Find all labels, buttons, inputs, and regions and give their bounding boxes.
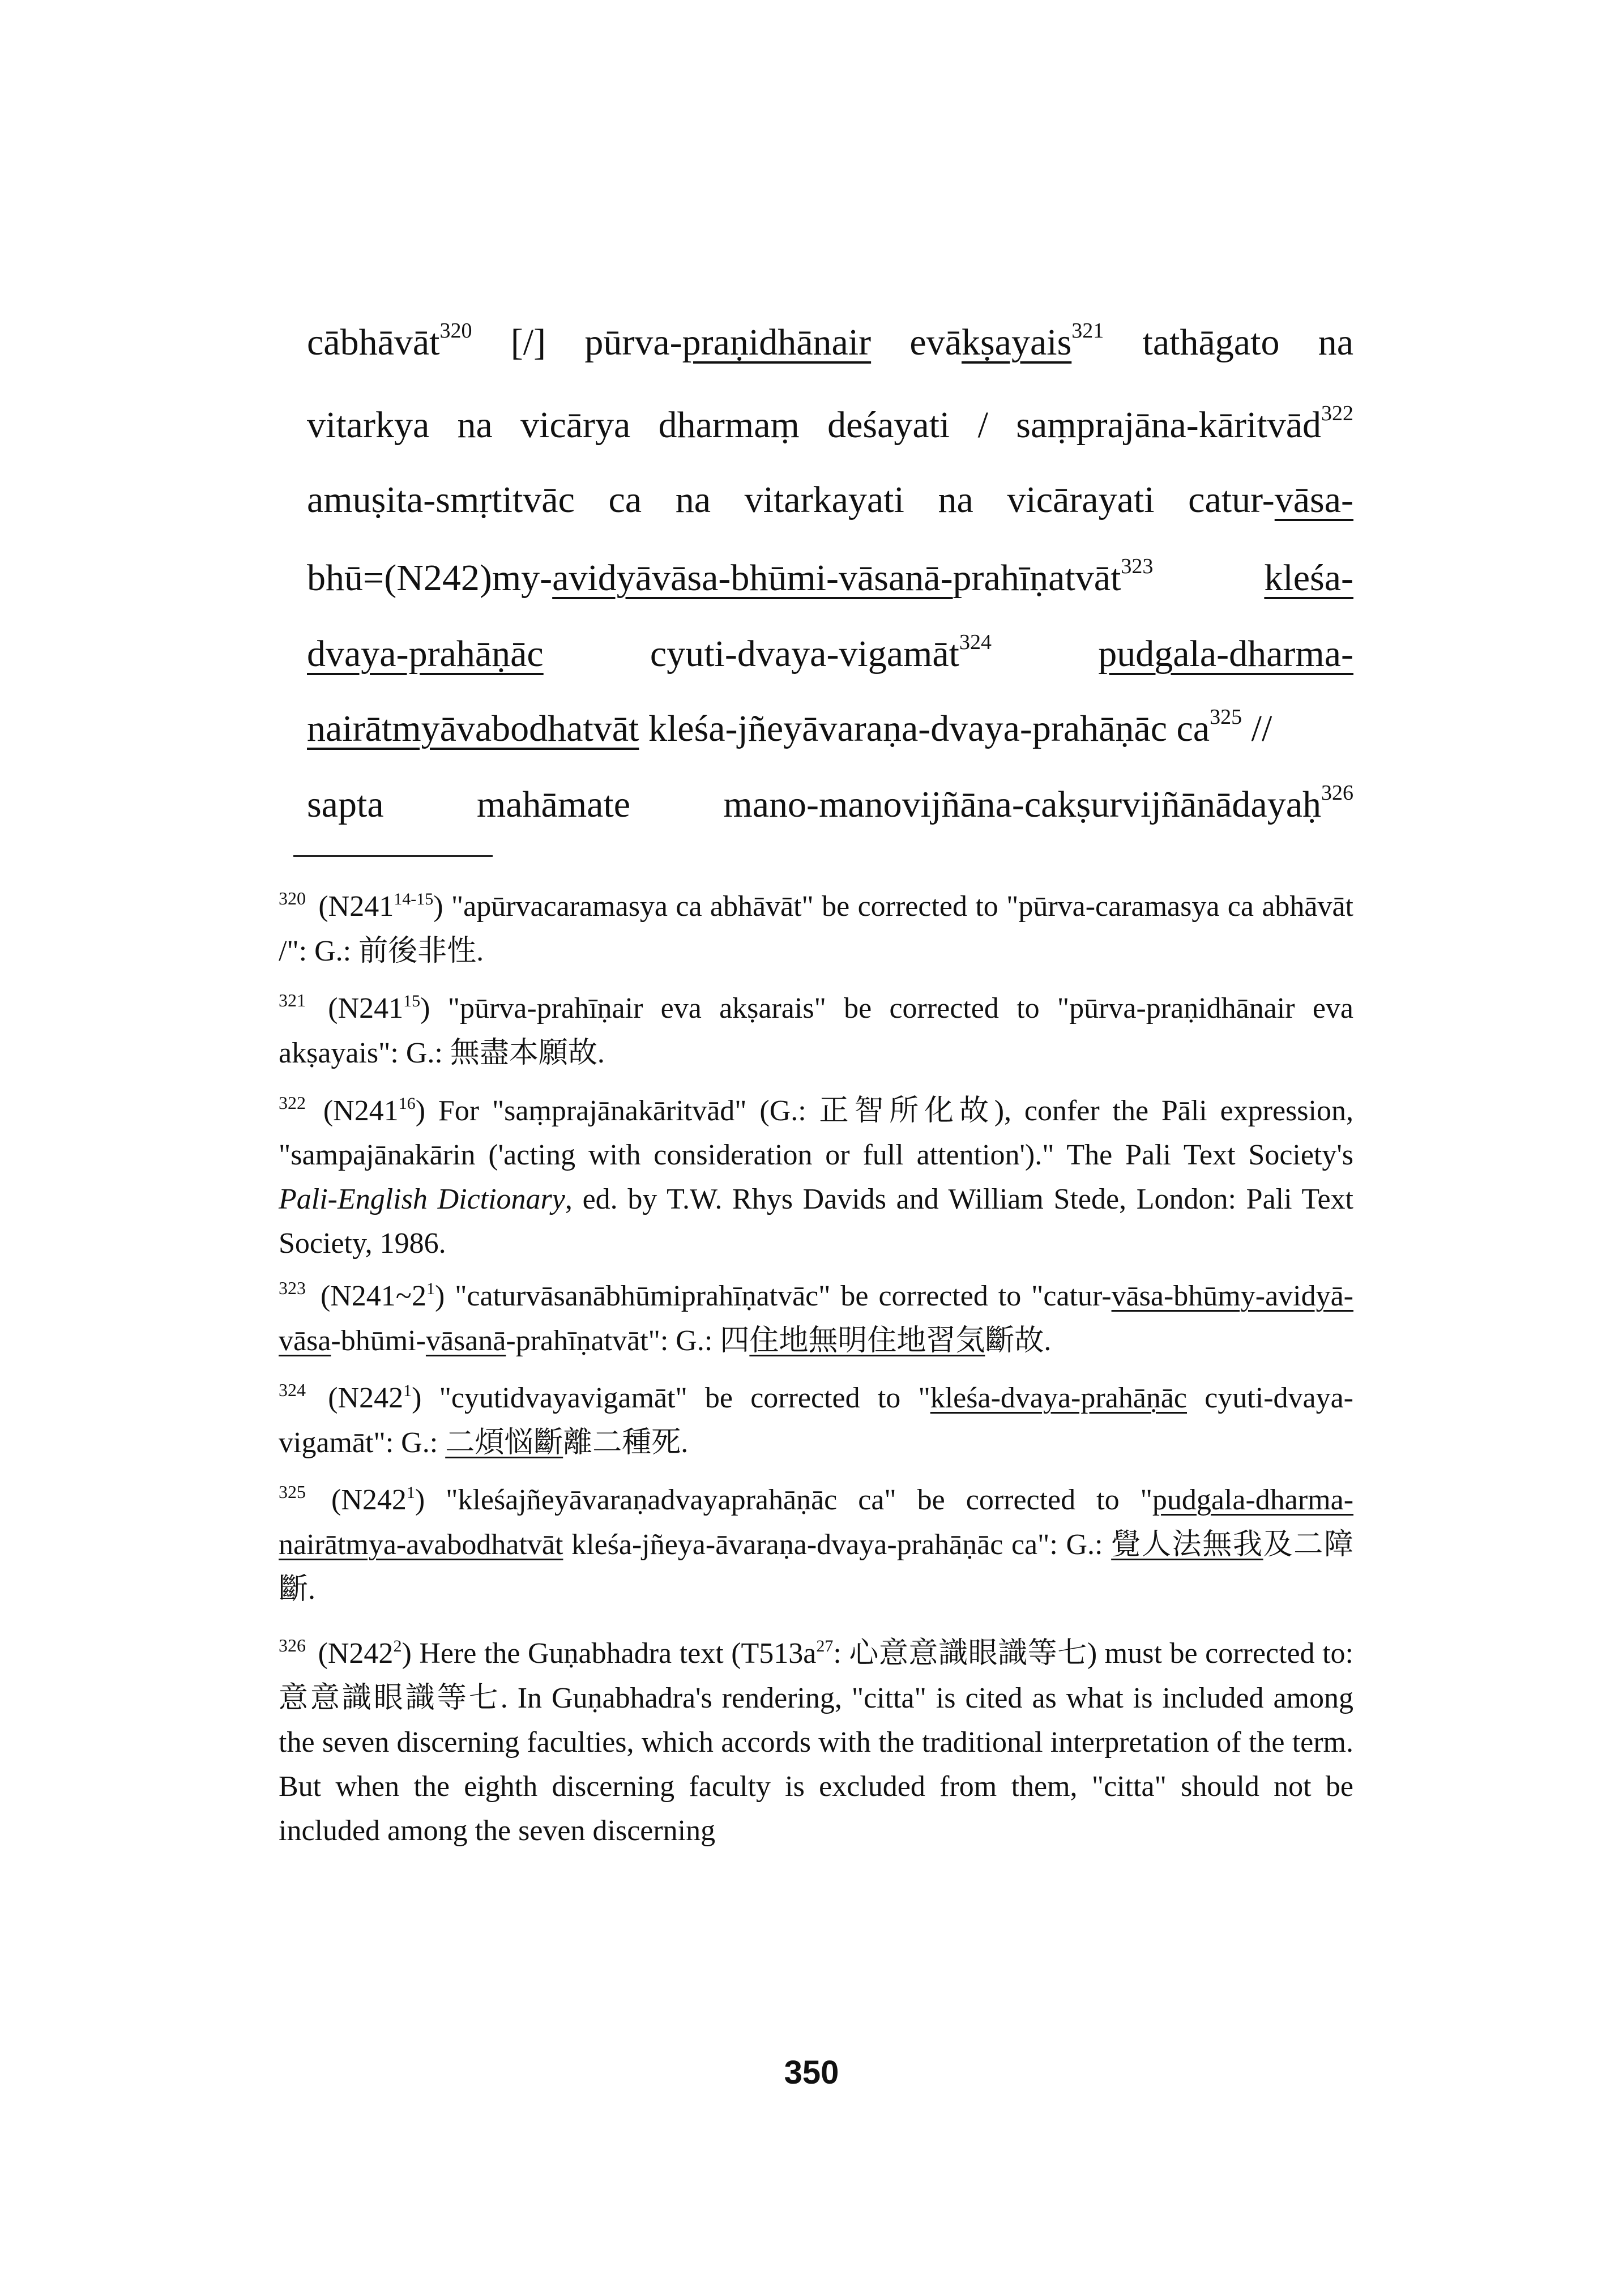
main-text-line-2: vitarkya na vicārya dharmaṃ deśayati / saṃprajāna-kāritvād$^{322}$ [307, 402, 1353, 446]
underlined-term: avidyāvāsa-bhūmi-vāsanā- [552, 557, 953, 599]
footnote-ref-324[interactable]: 324 [959, 630, 992, 654]
main-text-line-1: cābhāvāt$^{320}$ [/] pūrva-praṇidhānair evākṣayais$^{321}$ tathāgato na [307, 319, 1354, 363]
footnote-323: $^{323}$ $(N241\sim 2^1)$ "caturvāsanābhūmiprahīṇatvāc" be corrected to "catur-vāsa-bhūmy-avidyā-vāsa-bhūmi-vāsanā-prahīṇatvāt": G.: 四住地無明住地習気斷故. [279, 1278, 1353, 1358]
underlined-term: vāsa- [1274, 479, 1353, 520]
footnote-321: $^{321}$ $(N241^{15})$ "pūrva-prahīṇair eva akṣarais" be corrected to "pūrva-praṇidhānair eva akṣayais": G.: 無盡本願故. [279, 990, 1353, 1070]
footnote-ref-321[interactable]: 321 [1071, 319, 1104, 343]
main-text-line-4: bhū=(N242)my-avidyāvāsa-bhūmi-vāsanā-prahīṇatvāt$^{323}$ kleśa- [307, 554, 1353, 599]
main-text-line-5: dvaya-prahāṇāc cyuti-dvaya-vigamāt$^{324}$ pudgala-dharma- [307, 630, 1353, 675]
footnote-number: 320 [279, 888, 306, 908]
footnote-number: 322 [279, 1092, 306, 1113]
footnote-326: $^{326}$ $(N242^2)$ Here the Guṇabhadra text ($T513a^{27}$: 心意意識眼識等七) must be corrected to: 意意識眼識等七. In Guṇabhadra's rendering, "citta" is cited as what is included among the seven discerning faculties, which accords with the traditional interpretation of the term. But when the eighth discerning faculty is excluded from them, "citta" should not be included among the seven discerning [279, 1635, 1353, 1847]
footnote-number: 324 [279, 1380, 306, 1400]
footnote-325: $^{325}$ $(N242^1)$ "kleśajñeyāvaraṇadvayaprahāṇāc ca" be corrected to "pudgala-dharma-nairātmya-avabodhatvāt kleśa-jñeya-āvaraṇa-dvaya-prahāṇāc ca": G.: 覺人法無我及二障斷. [279, 1482, 1354, 1606]
main-text-line-6: nairātmyāvabodhatvāt kleśa-jñeyāvaraṇa-dvaya-prahāṇāc $ca^{325}$ // [307, 705, 1272, 749]
footnote-ref-322[interactable]: 322 [1321, 402, 1353, 425]
footnote-ref-325[interactable]: 325 [1210, 705, 1242, 729]
footnote-number: 323 [279, 1278, 306, 1298]
footnote-322: $^{322}$ $(N241^{16})$ For "saṃprajānakāritvād" (G.: 正智所化故), confer the Pāli expression, "sampajānakārin ('acting with consideration or full attention')." The Pali Text Society's Pali-English Dictionary, ed. by T.W. Rhys Davids and William Stede, London: Pali Text Society, 1986. [279, 1092, 1353, 1260]
dictionary-title: Pali-English Dictionary [279, 1183, 565, 1215]
underlined-term: pudgala-dharma- [1098, 633, 1353, 675]
footnote-ref-326[interactable]: 326 [1321, 781, 1353, 805]
underlined-term: praṇidhānair [682, 322, 872, 363]
footnote-ref-320[interactable]: 320 [439, 319, 472, 343]
underlined-term: dvaya-prahāṇāc [307, 633, 544, 675]
underlined-term: nairātmyāvabodhatvāt [307, 708, 639, 749]
footnote-324: $^{324}$ $(N242^1)$ "cyutidvayavigamāt" be corrected to "kleśa-dvaya-prahāṇāc cyuti-dvaya-vigamāt": G.: 二煩悩斷離二種死. [279, 1380, 1353, 1459]
footnote-separator [293, 855, 493, 857]
underlined-term: kṣayais [961, 322, 1072, 363]
underlined-term: kleśa- [1264, 557, 1353, 599]
footnote-ref-323[interactable]: 323 [1121, 554, 1154, 578]
main-text-line-7: sapta mahāmate mano-manovijñāna-cakṣurvijñānādayaḥ$^{326}$ [307, 781, 1353, 825]
footnote-number: 325 [279, 1482, 306, 1502]
footnote-number: 326 [279, 1635, 306, 1655]
main-text-line-3: amuṣita-smṛtitvāc ca na vitarkayati na vicārayati catur-vāsa- [307, 479, 1353, 520]
footnote-320: $^{320}$ (N241$^{14-15}$) "apūrvacaramasya ca abhāvāt" be corrected to "pūrva-caramasya ca abhāvāt /": G.: 前後非性. [279, 888, 1354, 968]
page-number: 350 [784, 2054, 839, 2091]
footnote-number: 321 [279, 990, 306, 1010]
